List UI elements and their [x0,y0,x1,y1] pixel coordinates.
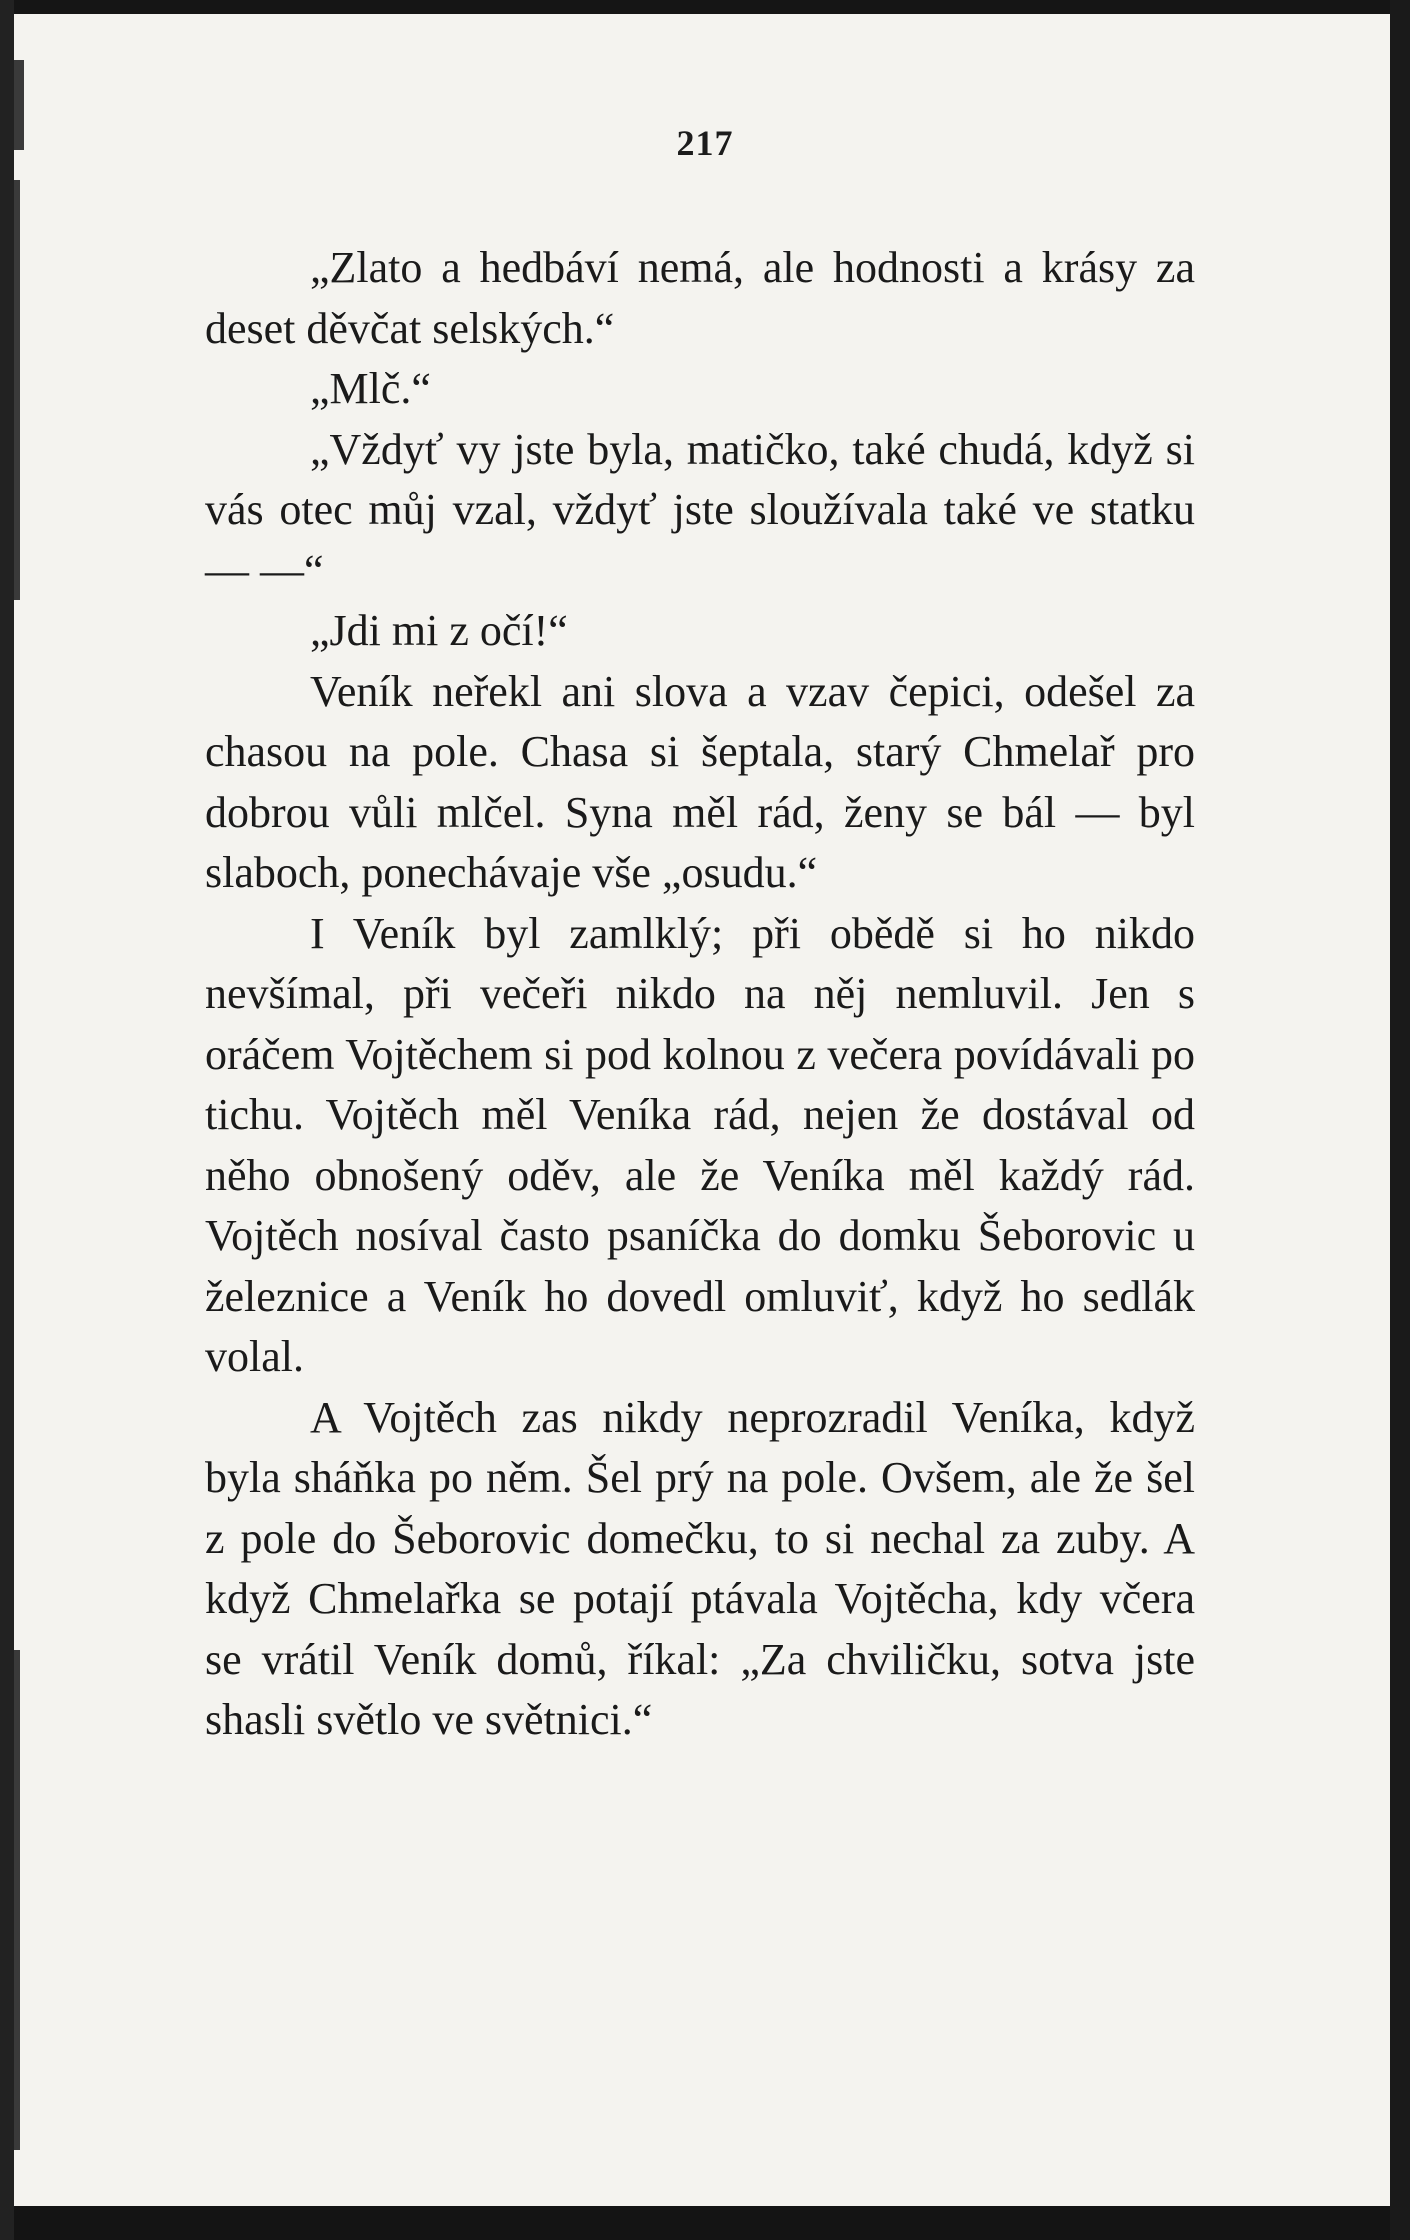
scan-border-right [1390,0,1410,2240]
paragraph: „Vždyť vy jste byla, matičko, také chudá, když si vás otec můj vzal, vždyť jste sloužívala také ve statku — —“ [205,424,1195,595]
scan-border-bottom [0,2206,1410,2240]
paragraph: „Zlato a hedbáví nemá, ale hodnosti a krásy za deset děvčat selských.“ [205,243,1195,353]
paragraph: Veník neřekl ani slova a vzav čepici, odešel za chasou na pole. Chasa si šeptala, starý Chmelař pro dobrou vůli mlčel. Syna měl rád, ženy se bál — byl slaboch, ponechávaje vše „osudu.“ [205,666,1195,897]
scan-border-left [0,0,14,2240]
paragraph: I Veník byl zamlklý; při obědě si ho nikdo nevšímal, při večeři nikdo na něj nemluvil. Jen s oráčem Vojtěchem si pod kolnou z večera povídávali po tichu. Vojtěch měl Veníka rád, nejen že dostával od něho obnošený oděv, ale že Veníka měl každý rád. Vojtěch nosíval často psaníčka do domku Šeborovic u železnice a Veník ho dovedl omluviť, když ho sedlák volal. [205,908,1195,1381]
spine-mark [14,1650,20,2150]
scan-border-top [0,0,1410,14]
paragraph: A Vojtěch zas nikdy neprozradil Veníka, když byla sháňka po něm. Šel prý na pole. Ovšem, ale že šel z pole do Šeborovic domečku, to si nechal za zuby. A když Chmelařka se potají ptávala Vojtěcha, kdy včera se vrátil Veník domů, říkal: „Za chviličku, sotva jste shasli světlo ve světnici.“ [205,1392,1195,1744]
paragraph: „Mlč.“ [310,364,431,413]
spine-mark [14,180,20,600]
paragraph: „Jdi mi z očí!“ [310,606,568,655]
page-number: 217 [676,123,734,163]
body-text [205,238,1195,1751]
